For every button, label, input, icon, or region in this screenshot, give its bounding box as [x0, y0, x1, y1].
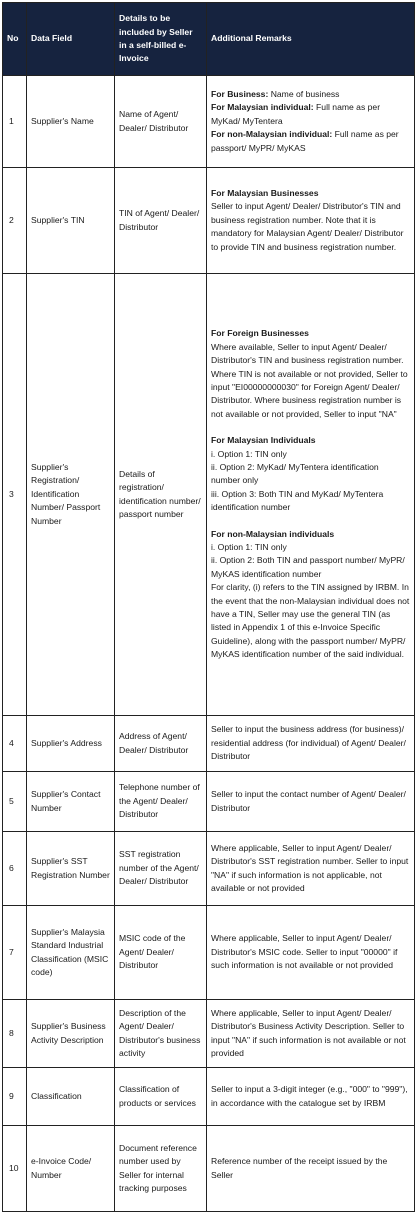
remark-paragraph: [211, 1155, 410, 1182]
remark-heading: For non-Malaysian individual:: [211, 129, 333, 140]
details-cell: Telephone number of the Agent/ Dealer/ Distributor: [115, 772, 207, 832]
table-row: [3, 772, 415, 832]
row-number: 2: [3, 168, 27, 274]
row-number: 7: [3, 906, 27, 1000]
remark-paragraph: [211, 187, 410, 200]
header-no: No: [3, 3, 27, 76]
remark-paragraph: [211, 1007, 410, 1061]
remarks-cell: [207, 76, 415, 168]
table-row: [3, 168, 415, 274]
table-body: [3, 76, 415, 1212]
data-table: [2, 2, 415, 1212]
remark-text: ii. Option 2: MyKad/ MyTentera identification number only: [211, 461, 379, 486]
table-row: [3, 274, 415, 716]
details-cell: Address of Agent/ Dealer/ Distributor: [115, 716, 207, 772]
table-row: [3, 716, 415, 772]
remark-heading: For Malaysian Individuals: [211, 435, 316, 446]
remark-paragraph: [211, 448, 410, 461]
row-number: 1: [3, 76, 27, 168]
remark-text: Full name as per MyKad/ MyTentera: [211, 102, 381, 126]
remark-text: For clarity, (i) refers to the TIN assigned by IRBM. In the event that the non-Malaysian individual does not have a TIN, Seller may use the general TIN (as listed in Appendix 1 of this e-Invoice Specific Guideline), along with the passport number/ MyPR/ MyKAS identification number of the said individual.: [211, 582, 410, 660]
remark-paragraph: [211, 341, 410, 421]
remarks-cell: [207, 772, 415, 832]
header-data-field: Data Field: [27, 3, 115, 76]
header-remarks: Additional Remarks: [207, 3, 415, 76]
details-cell: Classification of products or services: [115, 1068, 207, 1126]
remark-text: Seller to input the contact number of Agent/ Dealer/ Distributor: [211, 789, 406, 813]
remark-text: Seller to input the business address (for business)/ residential address (for individual) of Agent/ Dealer/ Distributor: [211, 724, 406, 762]
remark-text: Seller to input a 3-digit integer (e.g., "000" to "999"), in accordance with the catalogue set by IRBM: [211, 1084, 408, 1108]
remark-text: Where available, Seller to input Agent/ Dealer/ Distributor's TIN and business registration number. Where TIN is not available or not provided, Seller to input "EI00000000030" for Foreign Agent/ Dealer/ Distributor. Where business registration number is not available or not provided, Seller to input "NA": [211, 341, 408, 419]
data-field-cell: Supplier's Name: [27, 76, 115, 168]
data-field-cell: Supplier's Registration/ Identification Number/ Passport Number: [27, 274, 115, 716]
data-field-cell: Supplier's Contact Number: [27, 772, 115, 832]
remark-paragraph: [211, 554, 410, 581]
remark-heading: For Foreign Businesses: [211, 328, 309, 339]
table-row: [3, 76, 415, 168]
paragraph-spacer: [211, 515, 410, 528]
data-field-cell: Classification: [27, 1068, 115, 1126]
row-number: 5: [3, 772, 27, 832]
row-number: 10: [3, 1126, 27, 1212]
remark-heading: For Malaysian Businesses: [211, 187, 319, 198]
table-row: [3, 906, 415, 1000]
remark-text: Seller to input Agent/ Dealer/ Distributor's TIN and business registration number. Note that it is mandatory for Malaysian Agent/ Dealer/ Distributor to provide TIN and business registration number.: [211, 201, 404, 252]
remark-heading: For Malaysian individual:: [211, 102, 314, 113]
remark-paragraph: [211, 488, 410, 515]
table-row: [3, 832, 415, 906]
data-field-cell: Supplier's Malaysia Standard Industrial Classification (MSIC code): [27, 906, 115, 1000]
data-field-cell: Supplier's TIN: [27, 168, 115, 274]
remark-text: Full name as per passport/ MyPR/ MyKAS: [211, 129, 399, 153]
paragraph-spacer: [211, 421, 410, 434]
remark-paragraph: [211, 842, 410, 896]
remarks-cell: [207, 1126, 415, 1212]
remark-text: ii. Option 2: Both TIN and passport number/ MyPR/ MyKAS identification number: [211, 555, 405, 579]
remark-paragraph: [211, 434, 410, 447]
remark-text: Where applicable, Seller to input Agent/ Dealer/ Distributor's MSIC code. Seller to input "00000" if such information is not available or not provided: [211, 933, 398, 971]
row-number: 8: [3, 1000, 27, 1068]
header-row: [3, 3, 415, 76]
remark-text: Where applicable, Seller to input Agent/ Dealer/ Distributor's Business Activity Description. Seller to input "NA" if such information is not available or not provided: [211, 1007, 406, 1058]
remark-text: Name of business: [268, 88, 340, 99]
remark-text: Reference number of the receipt issued by the Seller: [211, 1156, 388, 1180]
remark-paragraph: [211, 788, 410, 815]
remark-paragraph: [211, 327, 410, 340]
remark-paragraph: [211, 581, 410, 661]
header-details: Details to be included by Seller in a self-billed e-Invoice: [115, 3, 207, 76]
remarks-cell: [207, 274, 415, 716]
remark-paragraph: [211, 88, 410, 101]
table-row: [3, 1000, 415, 1068]
remark-paragraph: [211, 723, 410, 763]
remark-heading: For non-Malaysian individuals: [211, 528, 335, 539]
remark-text: i. Option 1: TIN only: [211, 542, 287, 553]
remarks-cell: [207, 1068, 415, 1126]
remark-text: i. Option 1: TIN only: [211, 448, 287, 459]
self-billed-einvoice-table: [2, 2, 414, 1212]
table-header: [3, 3, 415, 76]
remark-paragraph: [211, 932, 410, 972]
row-number: 3: [3, 274, 27, 716]
data-field-cell: Supplier's SST Registration Number: [27, 832, 115, 906]
remark-paragraph: [211, 461, 410, 488]
remarks-cell: [207, 716, 415, 772]
row-number: 6: [3, 832, 27, 906]
remark-paragraph: [211, 528, 410, 541]
remark-paragraph: [211, 101, 410, 128]
details-cell: Document reference number used by Seller for internal tracking purposes: [115, 1126, 207, 1212]
remarks-cell: [207, 832, 415, 906]
row-number: 9: [3, 1068, 27, 1126]
details-cell: Details of registration/ identification number/ passport number: [115, 274, 207, 716]
remark-paragraph: [211, 541, 410, 554]
details-cell: MSIC code of the Agent/ Dealer/ Distributor: [115, 906, 207, 1000]
data-field-cell: Supplier's Business Activity Description: [27, 1000, 115, 1068]
table-row: [3, 1068, 415, 1126]
remark-paragraph: [211, 200, 410, 254]
remark-paragraph: [211, 128, 410, 155]
remark-heading: For Business:: [211, 88, 269, 99]
remarks-cell: [207, 906, 415, 1000]
remark-paragraph: [211, 1083, 410, 1110]
remarks-cell: [207, 1000, 415, 1068]
data-field-cell: Supplier's Address: [27, 716, 115, 772]
remark-text: Where applicable, Seller to input Agent/ Dealer/ Distributor's SST registration number. Seller to input "NA" if such information is not applicable, not available or not provided: [211, 842, 409, 893]
details-cell: SST registration number of the Agent/ Dealer/ Distributor: [115, 832, 207, 906]
details-cell: Name of Agent/ Dealer/ Distributor: [115, 76, 207, 168]
data-field-cell: e-Invoice Code/ Number: [27, 1126, 115, 1212]
remark-text: iii. Option 3: Both TIN and MyKad/ MyTentera identification number: [211, 488, 384, 513]
remarks-cell: [207, 168, 415, 274]
details-cell: Description of the Agent/ Dealer/ Distributor's business activity: [115, 1000, 207, 1068]
table-row: [3, 1126, 415, 1212]
details-cell: TIN of Agent/ Dealer/ Distributor: [115, 168, 207, 274]
row-number: 4: [3, 716, 27, 772]
